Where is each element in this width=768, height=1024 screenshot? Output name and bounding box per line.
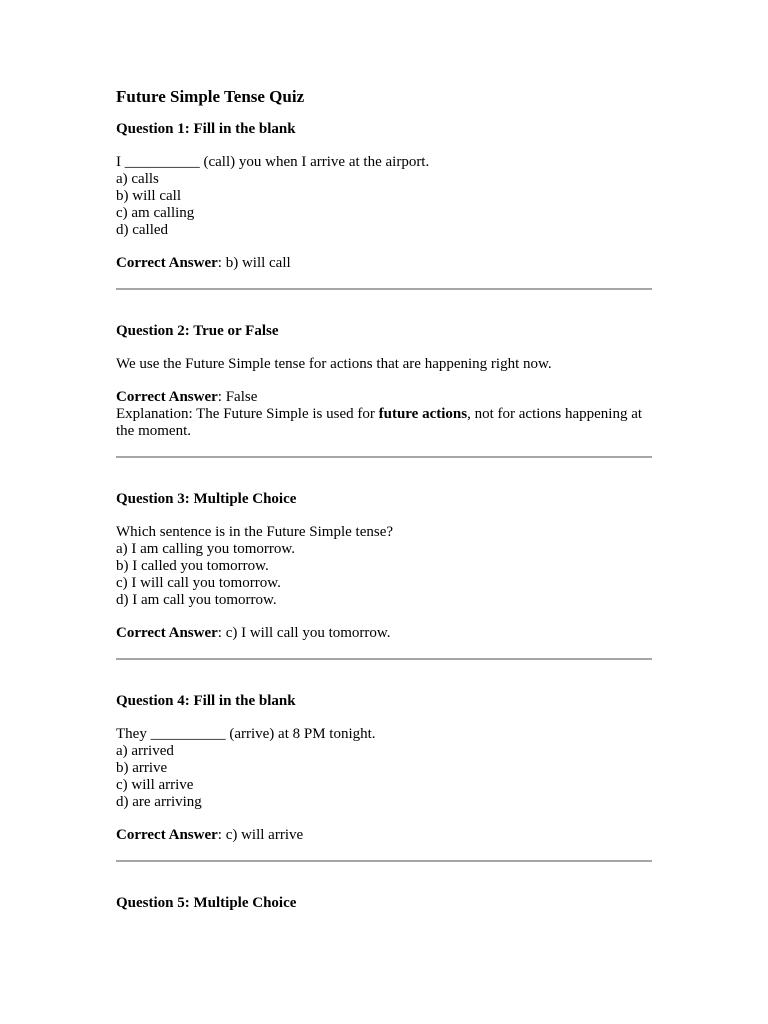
explanation-emphasis: future actions — [378, 406, 468, 422]
question-5-heading: Question 5: Multiple Choice — [116, 895, 297, 911]
question-4-option-c: c) will arrive — [116, 777, 194, 793]
document-page — [116, 87, 652, 928]
question-4-option-a: a) arrived — [116, 743, 174, 759]
question-1-option-a: a) calls — [116, 171, 159, 187]
question-2-answer — [116, 389, 652, 406]
answer-label: Correct Answer — [116, 389, 218, 405]
explanation-suffix: , not for actions happening at the moment. — [116, 406, 646, 439]
answer-label: Correct Answer — [116, 625, 218, 641]
question-3-option-d: d) I am call you tomorrow. — [116, 592, 277, 608]
answer-value: : c) will arrive — [217, 827, 304, 843]
answer-value: : c) I will call you tomorrow. — [217, 625, 391, 641]
question-2-explanation — [116, 406, 652, 440]
question-3-option-a: a) I am calling you tomorrow. — [116, 541, 295, 557]
question-3-option-b: b) I called you tomorrow. — [116, 558, 269, 574]
question-1 — [116, 121, 652, 272]
question-1-option-b: b) will call — [116, 188, 181, 204]
question-1-heading: Question 1: Fill in the blank — [116, 121, 296, 137]
question-4-prompt: They __________ (arrive) at 8 PM tonight. — [116, 726, 376, 742]
answer-value: : b) will call — [217, 255, 291, 271]
question-1-prompt: I __________ (call) you when I arrive at the airport. — [116, 154, 430, 170]
question-3-heading: Question 3: Multiple Choice — [116, 491, 297, 507]
question-5 — [116, 895, 652, 912]
question-3-option-c: c) I will call you tomorrow. — [116, 575, 281, 591]
answer-label: Correct Answer — [116, 827, 218, 843]
explanation-prefix: Explanation: The Future Simple is used for — [116, 406, 379, 422]
question-4 — [116, 693, 652, 844]
question-4-answer — [116, 827, 652, 844]
answer-value: : False — [217, 389, 258, 405]
question-1-answer — [116, 255, 652, 272]
question-2-heading: Question 2: True or False — [116, 323, 279, 339]
question-2-prompt: We use the Future Simple tense for actions that are happening right now. — [116, 356, 552, 372]
question-1-option-c: c) am calling — [116, 205, 195, 221]
page-title: Future Simple Tense Quiz — [116, 87, 305, 106]
question-4-option-b: b) arrive — [116, 760, 168, 776]
answer-label: Correct Answer — [116, 255, 218, 271]
question-3-prompt: Which sentence is in the Future Simple tense? — [116, 524, 394, 540]
divider — [116, 456, 652, 458]
question-1-option-d: d) called — [116, 222, 169, 238]
divider — [116, 658, 652, 660]
divider — [116, 288, 652, 290]
divider — [116, 860, 652, 862]
question-4-heading: Question 4: Fill in the blank — [116, 693, 296, 709]
question-2 — [116, 323, 652, 440]
question-4-option-d: d) are arriving — [116, 794, 202, 810]
question-3 — [116, 491, 652, 642]
question-3-answer — [116, 625, 652, 642]
